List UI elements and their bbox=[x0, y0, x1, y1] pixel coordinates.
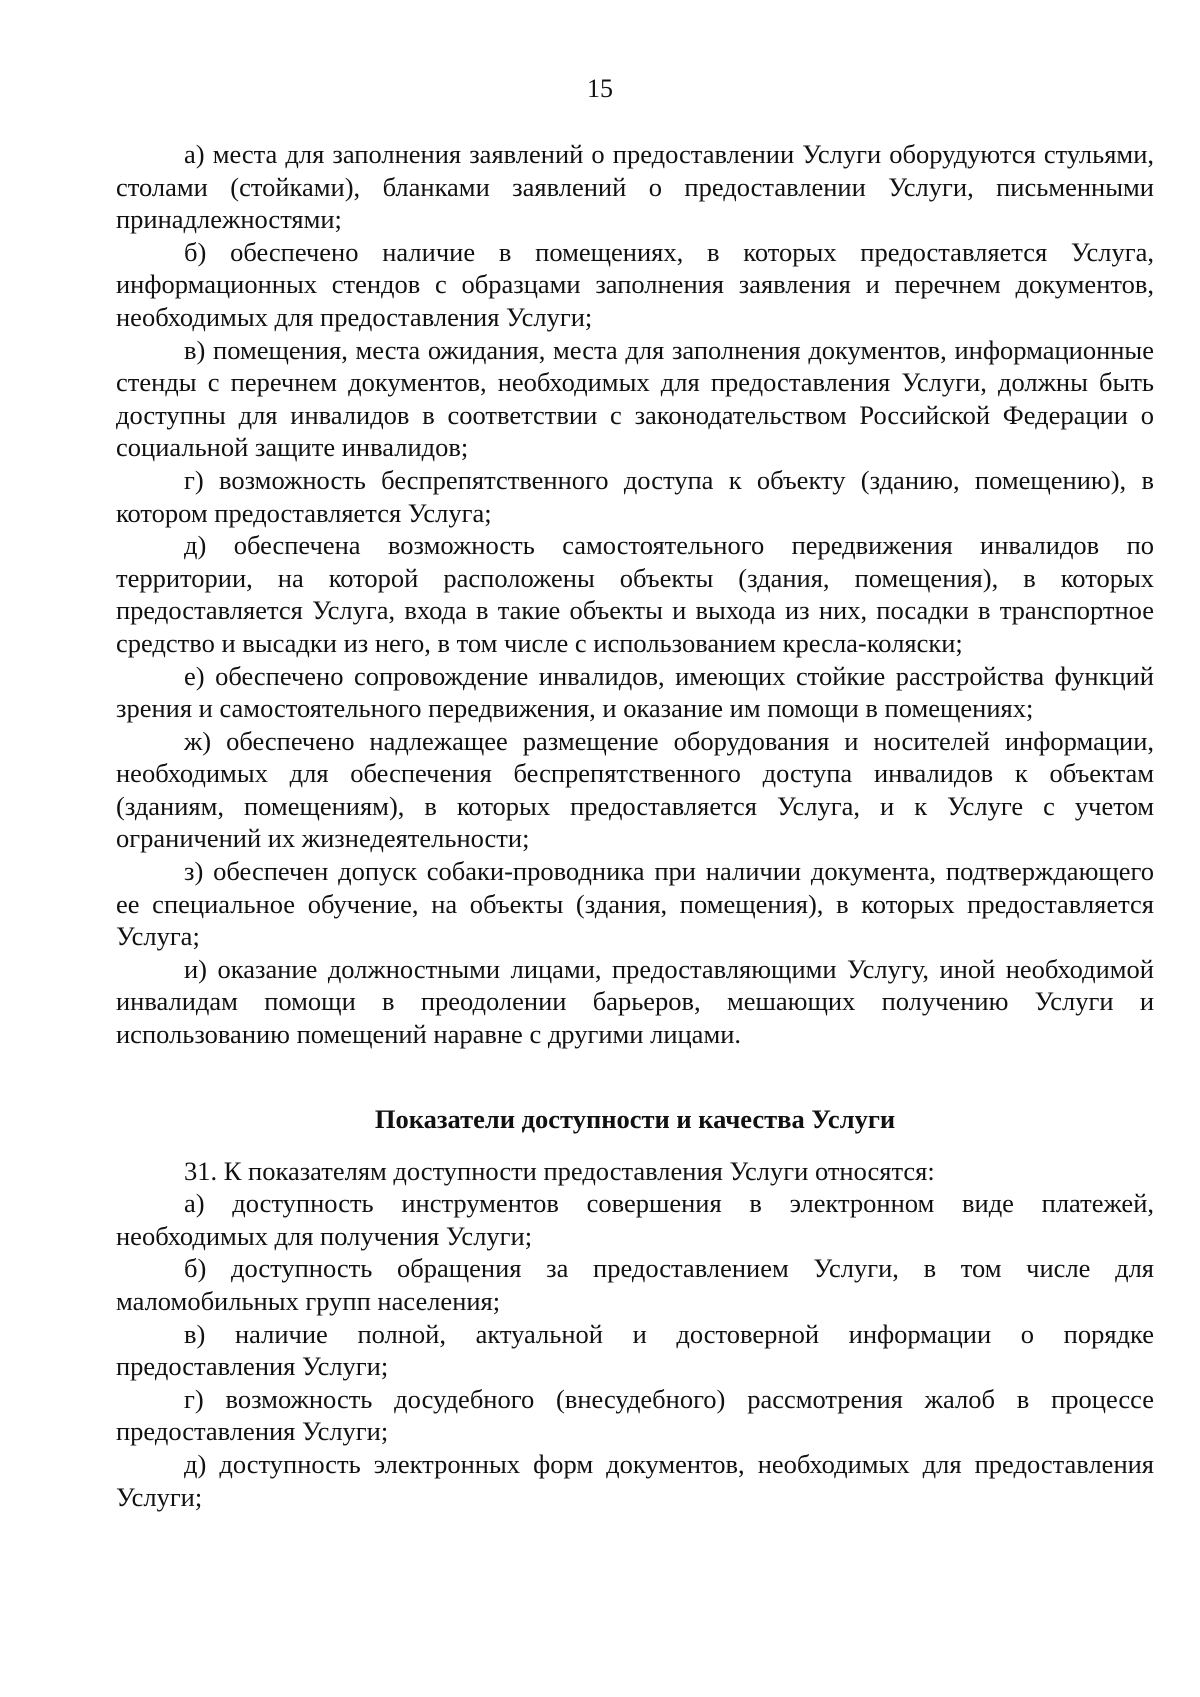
paragraph-a: а) места для заполнения заявлений о предоставлении Услуги оборудуются стульями, столами (стойками), бланками заявлений о предоставлении Услуги, письменными принадлежностями; bbox=[116, 139, 1154, 235]
paragraph-v: в) помещения, места ожидания, места для заполнения документов, информационные стенды с перечнем документов, необходимых для предоставления Услуги, должны быть доступны для инвалидов в соответствии с законодательством Российской Федерации о социальной защите инвалидов; bbox=[116, 334, 1154, 463]
paragraph-i: и) оказание должностными лицами, предоставляющими Услугу, иной необходимой инвалидам помощи в преодолении барьеров, мешающих получению Услуги и использованию помещений наравне с другими лицами. bbox=[116, 953, 1154, 1050]
paragraph-g: г) возможность беспрепятственного доступа к объекту (зданию, помещению), в котором предоставляется Услуга; bbox=[116, 464, 1154, 528]
page-number: 15 bbox=[587, 74, 613, 103]
paragraph-b: б) обеспечено наличие в помещениях, в которых предоставляется Услуга, информационных стендов с образцами заполнения заявления и перечнем документов, необходимых для предоставления Услуги; bbox=[116, 236, 1154, 332]
section-heading: Показатели доступности и качества Услуги bbox=[374, 1103, 896, 1134]
paragraph-31-d: д) доступность электронных форм документов, необходимых для предоставления Услуги; bbox=[116, 1448, 1154, 1512]
paragraph-zh: ж) обеспечено надлежащее размещение оборудования и носителей информации, необходимых для обеспечения беспрепятственного доступа инвалидов к объектам (зданиям, помещениям), в которых предоставляется Услуга, и к Услуге с учетом ограничений их жизнедеятельности; bbox=[116, 725, 1154, 854]
paragraph-31-v: в) наличие полной, актуальной и достоверной информации о порядке предоставления Услуги; bbox=[116, 1318, 1154, 1382]
paragraph-d: д) обеспечена возможность самостоятельного передвижения инвалидов по территории, на которой расположены объекты (здания, помещения), в которых предоставляется Услуга, входа в такие объекты и выхода из них, посадки в транспортное средство и высадки из него, в том числе с использованием кресла-коляски; bbox=[116, 530, 1154, 658]
paragraph-31-b: б) доступность обращения за предоставлением Услуги, в том числе для маломобильных групп населения; bbox=[116, 1253, 1154, 1316]
paragraph-31: 31. К показателям доступности предоставления Услуги относятся: bbox=[184, 1155, 935, 1186]
paragraph-e: е) обеспечено сопровождение инвалидов, имеющих стойкие расстройства функций зрения и самостоятельного передвижения, и оказание им помощи в помещениях; bbox=[116, 660, 1154, 724]
paragraph-31-g: г) возможность досудебного (внесудебного) рассмотрения жалоб в процессе предоставления Услуги; bbox=[116, 1383, 1154, 1447]
paragraph-31-a: а) доступность инструментов совершения в электронном виде платежей, необходимых для получения Услуги; bbox=[116, 1188, 1154, 1251]
paragraph-z: з) обеспечен допуск собаки-проводника при наличии документа, подтверждающего ее специальное обучение, на объекты (здания, помещения), в которых предоставляется Услуга; bbox=[116, 856, 1154, 952]
document-body bbox=[116, 138, 1154, 1513]
